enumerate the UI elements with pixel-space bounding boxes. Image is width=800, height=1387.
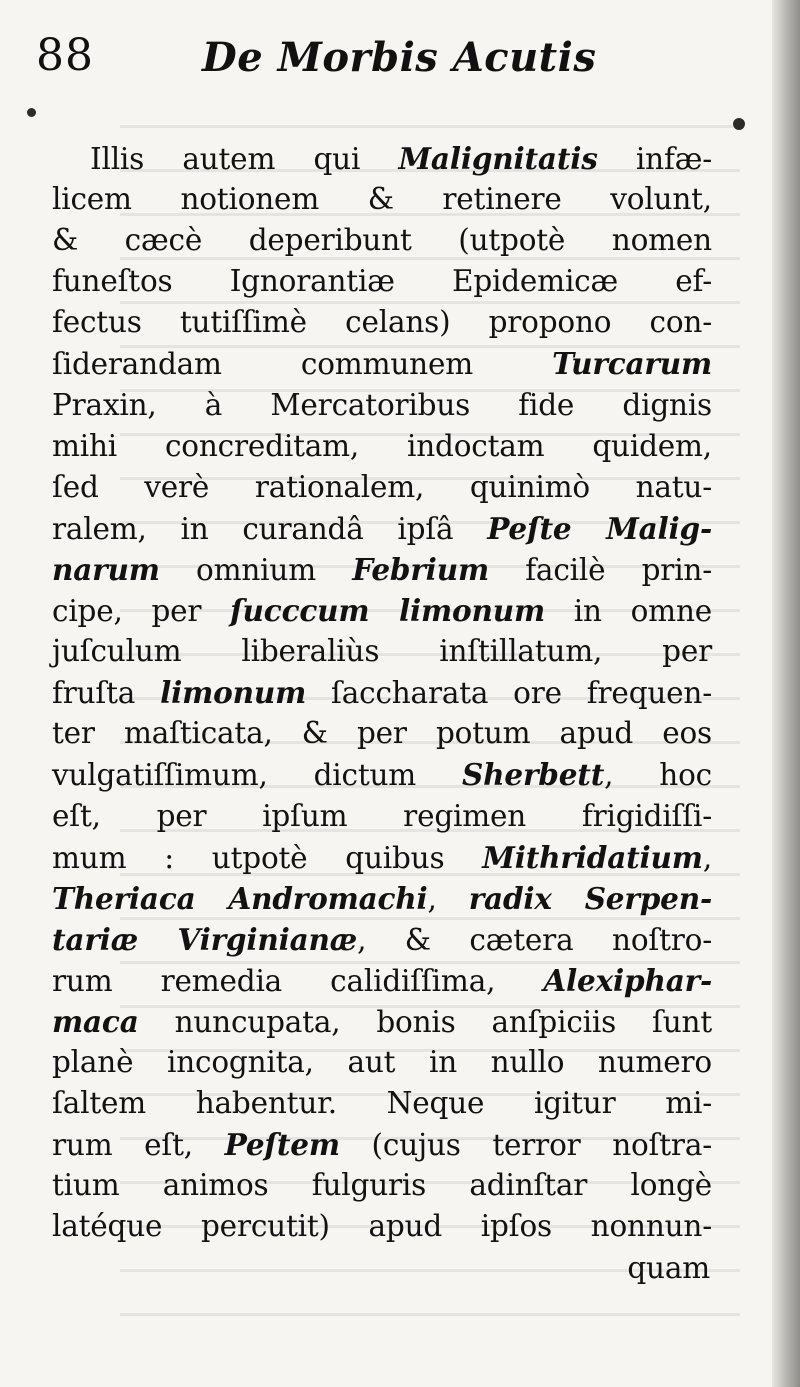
text-line xyxy=(52,837,712,878)
text-segment: tium animos fulguris adinſtar longè xyxy=(52,1168,712,1203)
italic-text-segment: limonum xyxy=(160,675,307,711)
text-segment: fruſta xyxy=(52,676,161,711)
text-segment: ſiderandam communem xyxy=(52,347,553,382)
text-segment: ſed verè rationalem, quinimò natu- xyxy=(52,469,712,504)
text-line xyxy=(52,1248,712,1289)
text-segment: , xyxy=(702,840,712,875)
text-line xyxy=(52,343,712,384)
text-segment: Praxin, à Mercatoribus fide dignis xyxy=(52,387,712,422)
text-segment: juſculum liberaliùs inſtillatum, per xyxy=(52,634,712,669)
text-line xyxy=(52,302,712,343)
italic-text-segment: Mithridatium xyxy=(482,839,703,875)
text-line xyxy=(52,1042,712,1083)
italic-text-segment: Peſte Malig- xyxy=(487,510,712,546)
text-segment: ſaltem habentur. Neque igitur mi- xyxy=(52,1086,712,1121)
text-segment: ſaccharata ore frequen- xyxy=(306,676,712,711)
text-segment: nuncupata, bonis anſpiciis ſunt xyxy=(138,1004,712,1039)
ink-spot xyxy=(27,108,36,117)
text-line xyxy=(52,1206,712,1247)
text-line xyxy=(52,960,712,1001)
text-line xyxy=(52,220,712,261)
ink-spot xyxy=(733,118,745,130)
text-line xyxy=(52,878,712,919)
text-segment: , xyxy=(427,881,469,916)
text-line xyxy=(52,796,712,837)
text-segment: (cujus terror noſtra- xyxy=(339,1128,712,1163)
text-segment: fectus tutiſſimè celans) propono con- xyxy=(52,305,712,340)
text-segment: planè incognita, aut in nullo numero xyxy=(52,1045,712,1080)
text-line xyxy=(52,631,712,672)
text-line xyxy=(52,672,712,713)
text-line xyxy=(52,508,712,549)
italic-text-segment: Theriaca Andromachi xyxy=(52,880,428,916)
text-line xyxy=(52,385,712,426)
text-segment: Illis autem qui xyxy=(90,142,399,176)
text-segment: , hoc xyxy=(604,758,712,793)
text-segment: & cæcè deperibunt (utpotè nomen xyxy=(52,223,712,258)
text-line xyxy=(52,138,712,179)
page-header xyxy=(30,26,730,86)
text-segment: vulgatiſſimum, dictum xyxy=(52,758,463,793)
text-line xyxy=(52,1165,712,1206)
text-segment: rum remedia calidiſſima, xyxy=(52,963,544,998)
page-number: 88 xyxy=(36,30,94,81)
italic-text-segment: ſucccum limonum xyxy=(230,593,546,629)
text-segment: cipe, per xyxy=(52,594,231,629)
text-line xyxy=(52,1083,712,1124)
text-line xyxy=(52,467,712,508)
text-segment: mihi concreditam, indoctam quidem, xyxy=(52,428,712,463)
italic-text-segment: Febrium xyxy=(352,551,489,587)
text-line xyxy=(52,549,712,590)
text-segment: ralem, in curandâ ipſâ xyxy=(52,511,488,546)
text-line xyxy=(52,426,712,467)
running-head: De Morbis Acutis xyxy=(202,34,597,81)
text-line xyxy=(52,713,712,754)
text-line xyxy=(52,1124,712,1165)
text-segment: mum : utpotè quibus xyxy=(52,840,483,875)
text-segment: rum eſt, xyxy=(52,1128,225,1163)
italic-text-segment: Malignitatis xyxy=(398,141,598,176)
italic-text-segment: Sherbett xyxy=(462,757,605,793)
italic-text-segment: Turcarum xyxy=(552,346,712,382)
italic-text-segment: Peſtem xyxy=(224,1127,340,1163)
text-line xyxy=(52,919,712,960)
italic-text-segment: Alexiphar- xyxy=(543,962,712,998)
body-text xyxy=(52,138,712,1289)
text-segment: in omne xyxy=(545,594,712,629)
text-segment: quam xyxy=(627,1250,710,1285)
text-segment: facilè prin- xyxy=(488,552,712,587)
italic-text-segment: maca xyxy=(52,1003,139,1039)
text-line xyxy=(52,590,712,631)
text-segment: licem notionem & retinere volunt, xyxy=(52,182,712,217)
text-segment: latéque percutit) apud ipſos nonnun- xyxy=(52,1209,712,1244)
italic-text-segment: narum xyxy=(52,551,160,587)
text-segment: funeſtos Ignorantiæ Epidemicæ ef- xyxy=(52,264,712,299)
text-line xyxy=(52,261,712,302)
text-line xyxy=(52,179,712,220)
italic-text-segment: radix Serpen- xyxy=(468,880,712,916)
text-segment: , & cætera noſtro- xyxy=(357,922,712,957)
text-segment: omnium xyxy=(159,552,353,587)
text-line xyxy=(52,754,712,795)
text-line xyxy=(52,1001,712,1042)
italic-text-segment: tariæ Virginianæ xyxy=(52,921,358,957)
text-segment: infæ- xyxy=(597,142,712,176)
text-segment: eſt, per ipſum regimen frigidiſſi- xyxy=(52,798,712,833)
page-gutter-shadow xyxy=(772,0,800,1387)
text-segment: ter maſticata, & per potum apud eos xyxy=(52,716,712,751)
